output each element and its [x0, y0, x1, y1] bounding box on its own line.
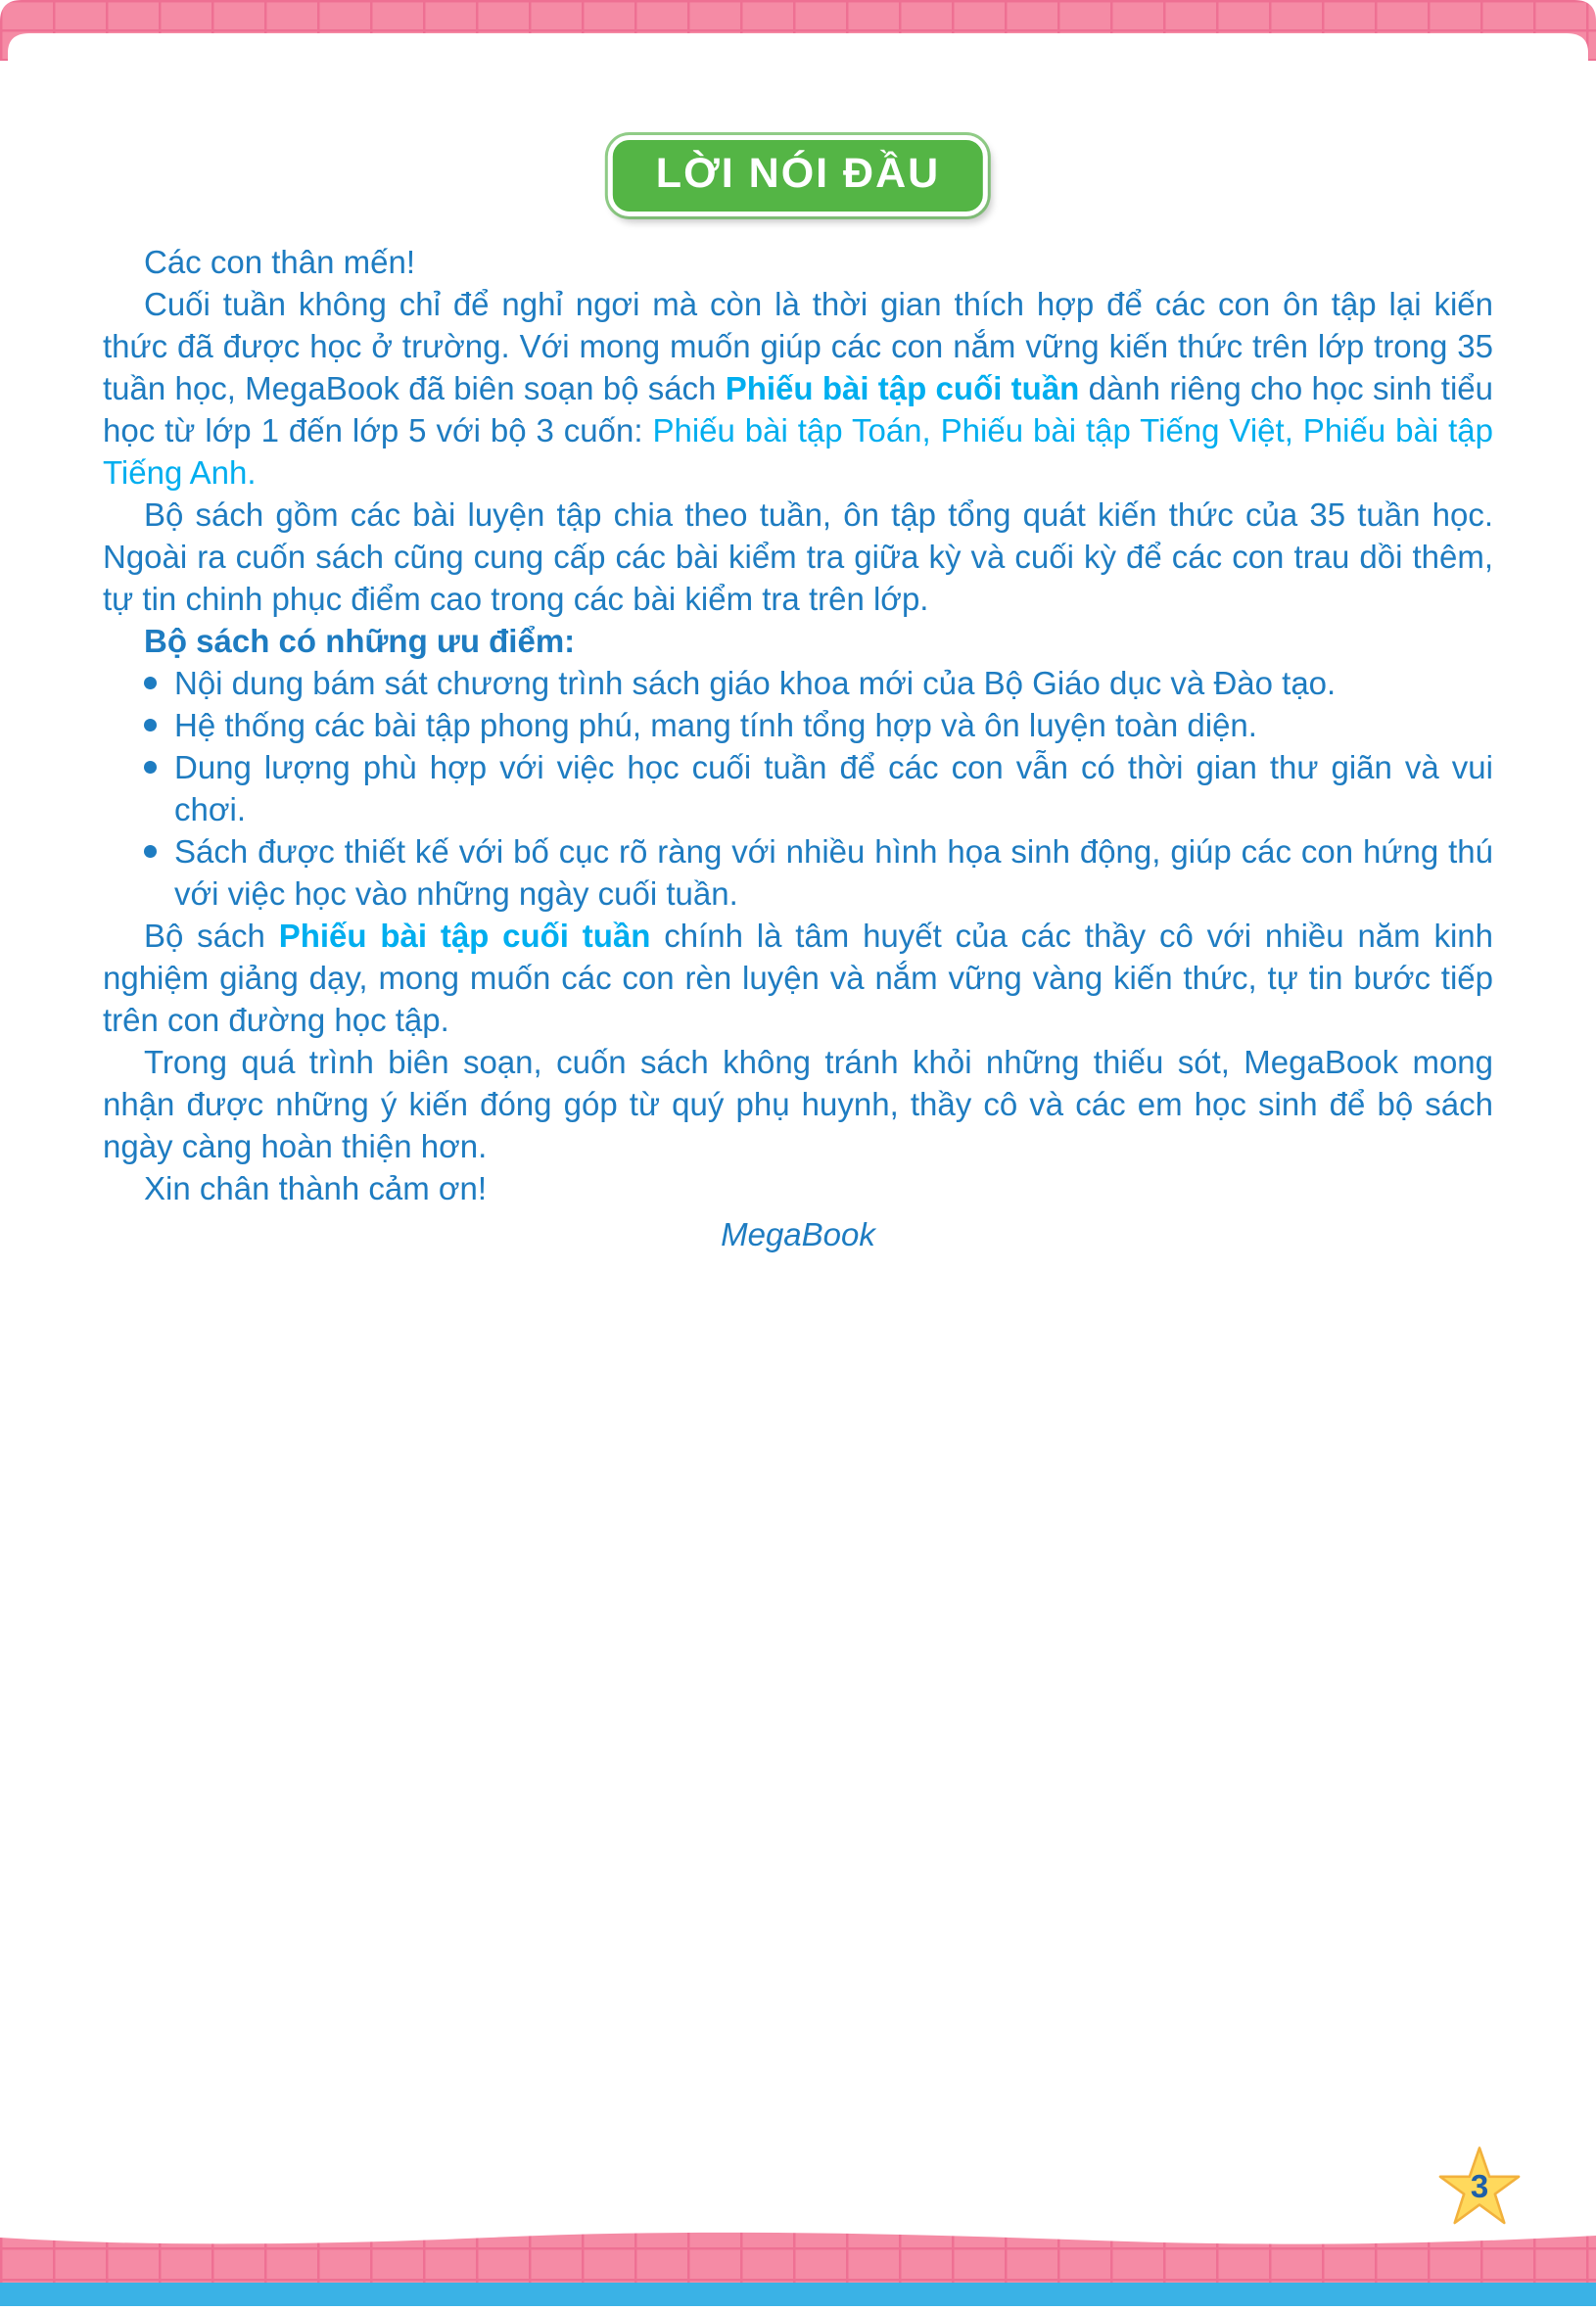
bullet-dot — [144, 677, 157, 689]
bullet-item — [103, 830, 1493, 915]
text-segment: dành riêng cho học sinh tiểu học từ lớp 1 đến lớp 5 với bộ 3 cuốn: — [103, 370, 1493, 448]
bullet-text — [174, 830, 1493, 915]
text-segment: MegaBook — [721, 1216, 875, 1252]
text-segment-accent-bold: Phiếu bài tập cuối tuần — [278, 918, 651, 954]
text-segment: Bộ sách — [144, 918, 279, 954]
bullet-item — [103, 704, 1493, 746]
bullet-text — [174, 746, 1493, 830]
page-number: 3 — [1470, 2168, 1489, 2204]
bottom-band-graphic — [0, 2216, 1596, 2306]
paragraph — [103, 241, 1493, 283]
bullet-item — [103, 746, 1493, 830]
text-segment: Các con thân mến! — [144, 244, 415, 280]
paragraph — [103, 1167, 1493, 1209]
bullet-text — [174, 662, 1493, 704]
text-segment: Trong quá trình biên soạn, cuốn sách không tránh khỏi những thiếu sót, MegaBook mong nhận được những ý kiến đóng góp từ quý phụ huynh, thầy cô và các em học sinh để bộ sách ngày càng hoàn thiện hơn. — [103, 1044, 1493, 1164]
text-segment: chính là tâm huyết của các thầy cô với nhiều năm kinh nghiệm giảng dạy, mong muốn các con rèn luyện và nắm vững vàng kiến thức, tự tin bước tiếp trên con đường học tập. — [103, 918, 1493, 1038]
text-segment: Dung lượng phù hợp với việc học cuối tuần để các con vẫn có thời gian thư giãn và vui chơi. — [174, 749, 1493, 827]
bottom-decorative-band — [0, 2216, 1596, 2306]
paragraph — [103, 494, 1493, 620]
preface-body — [103, 241, 1493, 1255]
text-segment: Sách được thiết kế với bố cục rõ ràng với nhiều hình họa sinh động, giúp các con hứng thú với việc học vào những ngày cuối tuần. — [174, 833, 1493, 912]
text-segment: Nội dung bám sát chương trình sách giáo khoa mới của Bộ Giáo dục và Đào tạo. — [174, 665, 1337, 701]
text-segment: Cuối tuần không chỉ để nghỉ ngơi mà còn là thời gian thích hợp để các con ôn tập lại kiến thức đã được học ở trường. Với mong muốn giúp các con nắm vững kiến thức trên lớp trong 35 tuần học, MegaBook đã biên soạn bộ sách — [103, 286, 1493, 406]
top-decorative-band — [0, 0, 1596, 71]
bullet-item — [103, 662, 1493, 704]
paragraph — [103, 915, 1493, 1041]
top-band-graphic — [0, 0, 1596, 71]
text-segment: Xin chân thành cảm ơn! — [144, 1170, 488, 1206]
bullet-dot — [144, 761, 157, 774]
paragraph — [103, 283, 1493, 494]
text-segment: Bộ sách gồm các bài luyện tập chia theo tuần, ôn tập tổng quát kiến thức của 35 tuần học. Ngoài ra cuốn sách cũng cung cấp các bài kiểm tra giữa kỳ và cuối kỳ để các con trau dồi thêm, tự tin chinh phục điểm cao trong các bài kiểm tra trên lớp. — [103, 496, 1493, 617]
text-segment-accent: Phiếu bài tập Toán, Phiếu bài tập Tiếng Việt, Phiếu bài tập Tiếng Anh. — [103, 412, 1493, 491]
text-segment: Hệ thống các bài tập phong phú, mang tính tổng hợp và ôn luyện toàn diện. — [174, 707, 1257, 743]
bullet-text — [174, 704, 1493, 746]
bullet-dot — [144, 719, 157, 731]
text-segment-accent-bold: Phiếu bài tập cuối tuần — [725, 370, 1080, 406]
bullet-dot — [144, 845, 157, 858]
paragraph — [103, 620, 1493, 662]
title-badge — [608, 135, 988, 216]
page-number-star — [1437, 2145, 1522, 2229]
paragraph — [103, 1041, 1493, 1167]
text-segment-bold: Bộ sách có những ưu điểm: — [144, 623, 576, 659]
page-title: LỜI NÓI ĐẦU — [655, 150, 941, 197]
paragraph — [103, 1213, 1493, 1255]
